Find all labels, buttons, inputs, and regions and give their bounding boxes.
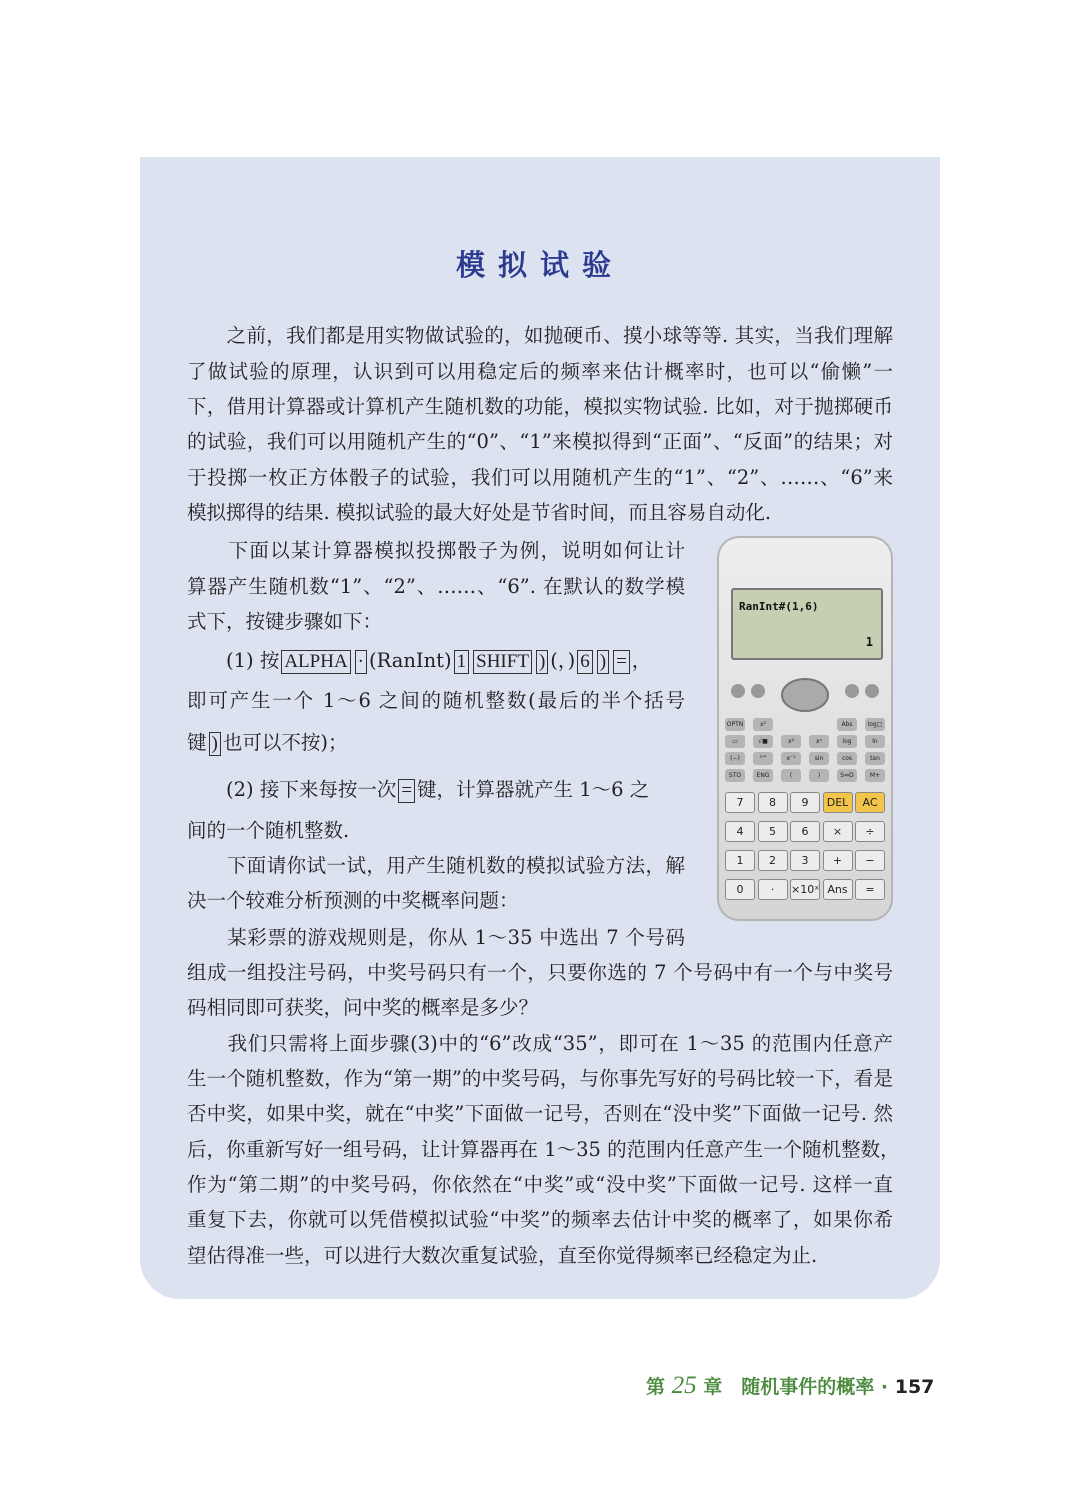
key-row bbox=[725, 850, 885, 871]
key-1: 1 bbox=[454, 650, 470, 674]
footer-dot: · bbox=[874, 1376, 895, 1398]
calc-num-key: 9 bbox=[790, 792, 820, 813]
calc-num-key: ÷ bbox=[855, 821, 885, 842]
key-row bbox=[725, 735, 885, 748]
para1-line: 了做试验的原理，认识到可以用稳定后的频率来估计概率时，也可以“偷懒”一 bbox=[187, 360, 893, 383]
calc-num-key: · bbox=[758, 879, 788, 900]
calc-key: °'" bbox=[753, 752, 773, 765]
key-row bbox=[725, 752, 885, 765]
para2-line: 算器产生随机数“1”、“2”、……、“6”. 在默认的数学模 bbox=[187, 575, 685, 598]
calculator-result: 1 bbox=[865, 635, 873, 649]
calc-num-key: ×10ˣ bbox=[790, 879, 820, 900]
calc-del-key: DEL bbox=[823, 792, 853, 813]
calc-key: ln bbox=[865, 735, 885, 748]
step2-line bbox=[187, 777, 649, 803]
key-shift: SHIFT bbox=[473, 650, 532, 674]
chapter-number: 25 bbox=[671, 1372, 697, 1399]
step2-post: 键，计算器就产生 1～6 之 bbox=[417, 778, 650, 801]
calc-key: √■ bbox=[753, 735, 773, 748]
chapter-prefix: 第 bbox=[646, 1376, 666, 1398]
page-number: 157 bbox=[894, 1376, 935, 1398]
calc-num-key: 7 bbox=[725, 792, 755, 813]
calc-num-key: 8 bbox=[758, 792, 788, 813]
calc-num-key: + bbox=[823, 850, 853, 871]
calc-key: M+ bbox=[865, 769, 885, 782]
calc-key: tan bbox=[865, 752, 885, 765]
chapter-title: 章 随机事件的概率 bbox=[703, 1376, 875, 1398]
para1-line: 的试验，我们可以用随机产生的“0”、“1”来模拟得到“正面”、“反面”的结果；对 bbox=[187, 430, 893, 453]
calc-num-key: 2 bbox=[758, 850, 788, 871]
calc-key: ) bbox=[809, 769, 829, 782]
para5-line: 重复下去，你就可以凭借模拟试验“中奖”的频率去估计中奖的概率了，如果你希 bbox=[187, 1208, 893, 1231]
step1-tail: ， bbox=[631, 649, 652, 672]
page-footer bbox=[646, 1372, 934, 1400]
key-row bbox=[725, 718, 885, 731]
calc-key: log□ bbox=[865, 718, 885, 731]
key-alpha: ALPHA bbox=[281, 650, 350, 674]
step1-line3 bbox=[187, 730, 347, 756]
para1-line: 下，借用计算器或计算机产生随机数的功能，模拟实物试验. 比如，对于抛掷硬币 bbox=[187, 395, 893, 418]
para5-line: 作为“第二期”的中奖号码，你依然在“中奖”或“没中奖”下面做一记号. 这样一直 bbox=[187, 1173, 893, 1196]
shift-round-key bbox=[731, 684, 745, 698]
key-row bbox=[725, 879, 885, 900]
para5-line: 我们只需将上面步骤(3)中的“6”改成“35”，即可在 1～35 的范围内任意产 bbox=[187, 1032, 893, 1055]
key-dot: · bbox=[355, 650, 367, 674]
page-title: 模拟试验 bbox=[455, 248, 624, 282]
calc-num-key: 0 bbox=[725, 879, 755, 900]
calc-key: x⁻¹ bbox=[781, 752, 801, 765]
calc-key: ENG bbox=[753, 769, 773, 782]
step1-line bbox=[187, 648, 651, 674]
calc-num-key: 5 bbox=[758, 821, 788, 842]
calc-num-key: 6 bbox=[790, 821, 820, 842]
step2-line2: 间的一个随机整数. bbox=[187, 819, 350, 842]
comma-label: (，) bbox=[550, 649, 576, 672]
para5-line: 生一个随机整数，作为“第一期”的中奖号码，与你事先写好的号码比较一下，看是 bbox=[187, 1067, 893, 1090]
calc-key: cos bbox=[837, 752, 857, 765]
para3-line: 决一个较难分析预测的中奖概率问题： bbox=[187, 889, 519, 912]
calc-key: ( bbox=[781, 769, 801, 782]
calc-num-key: = bbox=[855, 879, 885, 900]
alpha-round-key bbox=[751, 684, 765, 698]
on-round-key bbox=[865, 684, 879, 698]
calc-num-key: × bbox=[823, 821, 853, 842]
para5-line: 否中奖，如果中奖，就在“中奖”下面做一记号，否则在“没中奖”下面做一记号. 然 bbox=[187, 1102, 893, 1125]
calc-num-key: 3 bbox=[790, 850, 820, 871]
calc-key: (−) bbox=[725, 752, 745, 765]
calculator-expression: RanInt#(1,6) bbox=[739, 600, 819, 613]
key-equals: = bbox=[613, 650, 630, 674]
key-close-paren: ) bbox=[597, 650, 609, 674]
calc-key: OPTN bbox=[725, 718, 745, 731]
calc-num-key: 4 bbox=[725, 821, 755, 842]
calculator-screen bbox=[731, 588, 883, 660]
calc-key: sin bbox=[809, 752, 829, 765]
para4-line: 码相同即可获奖，问中奖的概率是多少？ bbox=[187, 996, 539, 1019]
calc-key: x² bbox=[753, 718, 773, 731]
calc-key: STO bbox=[725, 769, 745, 782]
calc-key: Abs bbox=[837, 718, 857, 731]
calc-key: S⇔D bbox=[837, 769, 857, 782]
para2-line: 下面以某计算器模拟投掷骰子为例，说明如何让计 bbox=[187, 539, 685, 562]
navigation-pad bbox=[781, 678, 829, 712]
key-close-paren: ) bbox=[209, 732, 221, 756]
para4-line: 组成一组投注号码，中奖号码只有一个，只要你选的 7 个号码中有一个与中奖号 bbox=[187, 961, 893, 984]
para1-line: 模拟掷得的结果. 模拟试验的最大好处是节省时间，而且容易自动化. bbox=[187, 501, 772, 524]
para5-line: 望估得准一些，可以进行大数次重复试验，直至你觉得频率已经稳定为止. bbox=[187, 1244, 818, 1267]
para5-line: 后，你重新写好一组号码，让计算器再在 1～35 的范围内任意产生一个随机整数， bbox=[187, 1138, 900, 1161]
key-row bbox=[725, 792, 885, 813]
calc-key: log bbox=[837, 735, 857, 748]
calc-key: x² bbox=[781, 735, 801, 748]
calc-num-key: Ans bbox=[823, 879, 853, 900]
calculator-image bbox=[717, 536, 893, 921]
key-6: 6 bbox=[577, 650, 593, 674]
para1-line: 于投掷一枚正方体骰子的试验，我们可以用随机产生的“1”、“2”、……、“6”来 bbox=[187, 466, 893, 489]
calc-num-key: 1 bbox=[725, 850, 755, 871]
step1-line3-pre: 键 bbox=[187, 731, 207, 754]
key-equals: = bbox=[398, 779, 415, 803]
calc-num-key: − bbox=[855, 850, 885, 871]
calc-ac-key: AC bbox=[855, 792, 885, 813]
para3-line: 下面请你试一试，用产生随机数的模拟试验方法，解 bbox=[187, 854, 685, 877]
step1-prefix: (1) 按 bbox=[187, 649, 280, 672]
key-close-paren: ) bbox=[536, 650, 548, 674]
step1-line2: 即可产生一个 1～6 之间的随机整数(最后的半个括号 bbox=[187, 689, 685, 712]
menu-round-key bbox=[845, 684, 859, 698]
step2-pre: (2) 接下来每按一次 bbox=[187, 778, 397, 801]
calculator-keypad bbox=[725, 718, 885, 904]
calc-key: ▭ bbox=[725, 735, 745, 748]
key-row bbox=[725, 769, 885, 782]
para2-line: 式下，按键步骤如下： bbox=[187, 610, 383, 633]
step1-line3-post: 也可以不按)； bbox=[222, 731, 348, 754]
ranint-label: (RanInt) bbox=[369, 649, 452, 672]
para4-line: 某彩票的游戏规则是，你从 1～35 中选出 7 个号码 bbox=[187, 926, 685, 949]
key-row bbox=[725, 821, 885, 842]
para1-line: 之前，我们都是用实物做试验的，如抛硬币、摸小球等等. 其实，当我们理解 bbox=[187, 324, 893, 347]
calc-key: xⁿ bbox=[809, 735, 829, 748]
